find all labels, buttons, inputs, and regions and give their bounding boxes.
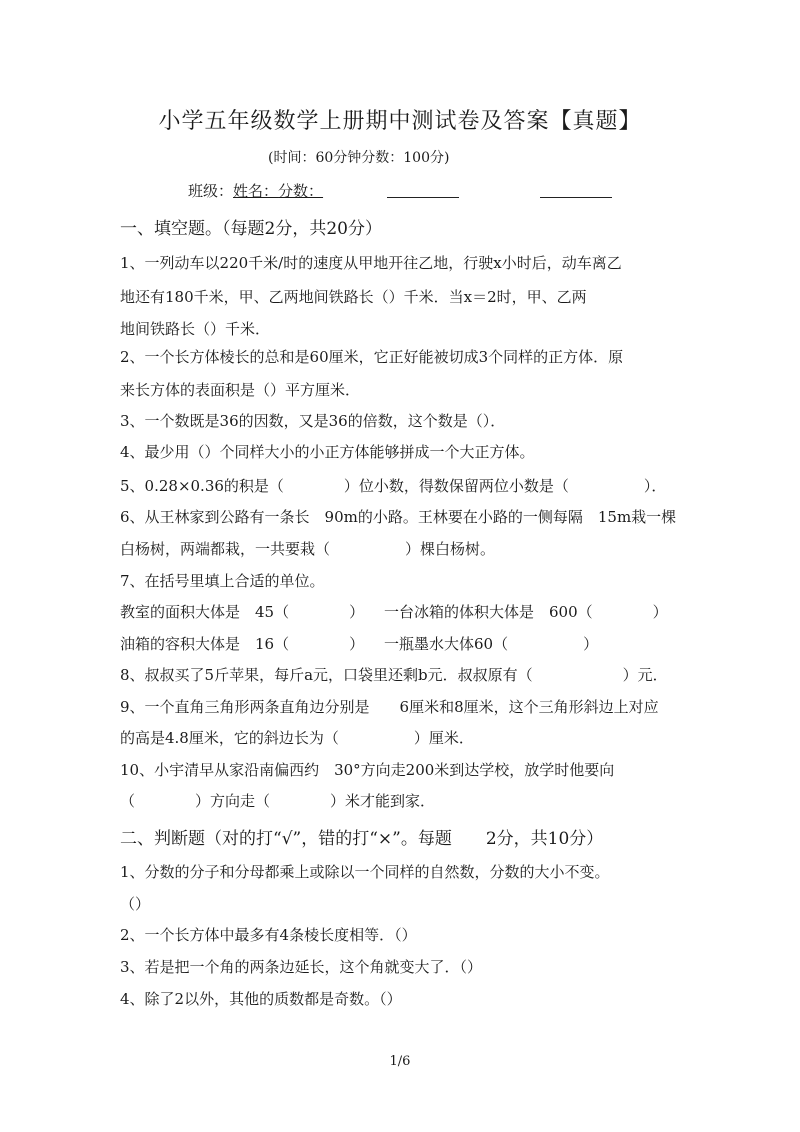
- page-title: 小学五年级数学上册期中测试卷及答案【真题】: [158, 109, 642, 134]
- question-line: 地间铁路长（）千米．: [120, 320, 271, 338]
- name-label: 姓名：: [233, 182, 279, 200]
- section-true-false: 二、判断题（对的打“√”，错的打“×”。每题 2分，共10分）: [120, 829, 604, 849]
- question-line: 9、一个直角三角形两条直角边分别是 6厘米和8厘米，这个三角形斜边上对应: [120, 698, 659, 716]
- question-line: 来长方体的表面积是（）平方厘米．: [120, 381, 361, 399]
- section-fill-in: 一、填空题。（每题2分，共20分）: [120, 219, 382, 239]
- question-line: （ ）方向走（ ）米才能到家．: [120, 792, 436, 810]
- question-line: 7、在括号里填上合适的单位。: [120, 572, 325, 590]
- question-line: 3、一个数既是36的因数，又是36的倍数，这个数是（）．: [120, 412, 506, 430]
- exam-subtitle: (时间：60分钟分数：100分): [268, 150, 450, 166]
- name-blank: [387, 197, 459, 198]
- question-line: 4、除了2以外，其他的质数都是奇数。（）: [120, 990, 402, 1008]
- unit-item: 一瓶墨水大体60（ ）: [384, 635, 599, 653]
- question-line: 的高是4.8厘米，它的斜边长为（ ）厘米．: [120, 729, 474, 747]
- question-line: 3、若是把一个角的两条边延长，这个角就变大了．（）: [120, 958, 483, 976]
- question-line: 10、小宇清早从家沿南偏西约 30°方向走200米到达学校，放学时他要向: [120, 761, 615, 779]
- question-line: 地还有180千米，甲、乙两地间铁路长（）千米．当x＝2时，甲、乙两: [120, 288, 587, 306]
- question-line: 1、一列动车以220千米/时的速度从甲地开往乙地，行驶x小时后，动车离乙: [120, 254, 622, 272]
- unit-item: 一台冰箱的体积大体是 600（ ）: [384, 603, 668, 621]
- student-info: [188, 180, 323, 201]
- question-line: 6、从王林家到公路有一条长 90m的小路。王林要在小路的一侧每隔 15m栽一棵: [120, 508, 677, 526]
- score-label: 分数：: [278, 182, 324, 200]
- page-number: 1/6: [389, 1054, 411, 1069]
- question-line: 4、最少用（）个同样大小的小正方体能够拼成一个大正方体。: [120, 443, 535, 461]
- question-line: 白杨树，两端都栽，一共要栽（ ）棵白杨树。: [120, 540, 496, 558]
- question-line: （）: [120, 895, 151, 913]
- class-label: 班级：: [188, 182, 234, 200]
- question-line: 5、0.28×0.36的积是（ ）位小数，得数保留两位小数是（ ）．: [120, 477, 667, 495]
- question-line: 1、分数的分子和分母都乘上或除以一个同样的自然数，分数的大小不变。: [120, 863, 610, 881]
- unit-item: 油箱的容积大体是 16（ ）: [120, 635, 365, 653]
- question-line: 8、叔叔买了5斤苹果，每斤a元，口袋里还剩b元．叔叔原有（ ）元．: [120, 666, 668, 684]
- question-line: 2、一个长方体中最多有4条棱长度相等．（）: [120, 926, 417, 944]
- score-blank: [540, 197, 612, 198]
- question-line: 2、一个长方体棱长的总和是60厘米，它正好能被切成3个同样的正方体．原: [120, 348, 624, 366]
- unit-item: 教室的面积大体是 45（ ）: [120, 603, 365, 621]
